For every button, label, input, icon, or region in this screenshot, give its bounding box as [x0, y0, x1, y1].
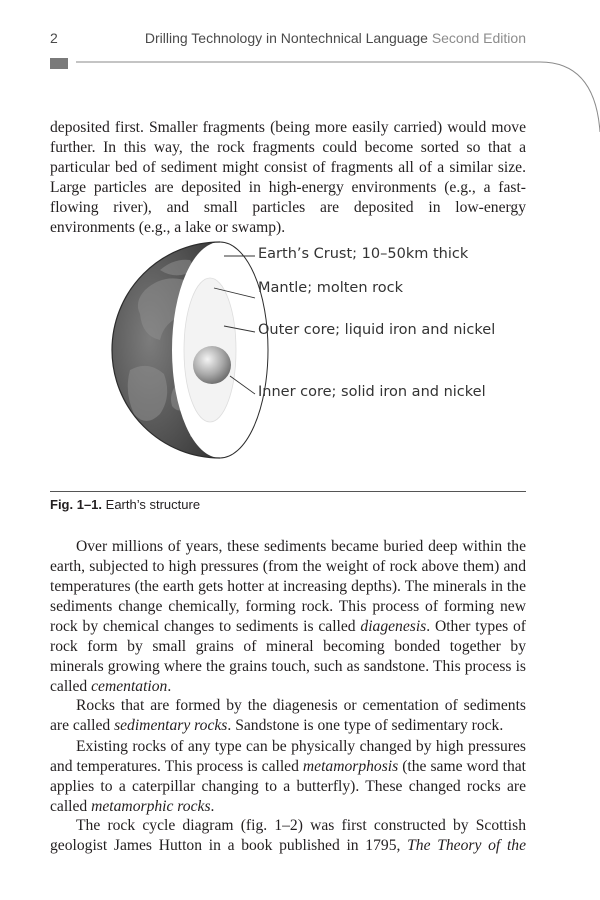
p4-text-c: .: [210, 798, 215, 815]
term-cementation: cementation: [91, 678, 168, 695]
crust-label: Earth’s Crust; 10–50km thick: [258, 246, 469, 262]
p2-text-a: Over millions of years, these sediments became buried deep within the earth, subjected to high pressures (from the weight of rock above them) and temperatures (the earth gets hotter at increasing depths). The minerals in the sediments change chemically, forming rock. This process of forming new rock by chemical changes to sediments is called: [50, 538, 526, 635]
page-number: 2: [50, 30, 58, 46]
book-title: Drilling Technology in Nontechnical Language: [144, 30, 428, 46]
p4-text-b: (the same word that applies to a caterpillar changing to a butterfly). These changed rocks are called: [50, 758, 526, 815]
mantle-label: Mantle; molten rock: [258, 280, 404, 296]
p3-text-b: . Sandstone is one type of sedimentary rock.: [227, 717, 504, 734]
p2-text-c: .: [167, 678, 172, 695]
body-paragraph-3: [50, 696, 526, 736]
body-paragraph-1: deposited first. Smaller fragments (being more easily carried) would move further. In this way, the rock fragments could become sorted so that a particular bed of sediment might consist of fragments all of a similar size. Large particles are deposited in high-energy environments (e.g., a fast-flowing river), and small particles are deposited in low-energy environments (e.g., a lake or swamp).: [50, 119, 526, 236]
body-paragraph-4: [50, 737, 526, 817]
term-metamorphic-rocks: metamorphic rocks: [91, 798, 211, 815]
p4-text-a: Existing rocks of any type can be physically changed by high pressures and temperatures. This process is called: [50, 738, 526, 775]
body-paragraph-5: [50, 816, 526, 856]
outer-core-label: Outer core; liquid iron and nickel: [258, 322, 496, 338]
inner-core-label: Inner core; solid iron and nickel: [258, 384, 486, 400]
p5-text-a: The rock cycle diagram (fig. 1–2) was first constructed by Scottish geologist James Hutton in a book published in 1795,: [50, 817, 526, 854]
figure-rule: [50, 491, 526, 492]
term-sedimentary-rocks: sedimentary rocks: [114, 717, 228, 734]
figure-caption-text: Earth’s structure: [105, 497, 201, 512]
term-metamorphosis: metamorphosis: [302, 758, 399, 775]
edition-label: Second Edition: [431, 30, 526, 46]
term-diagenesis: diagenesis: [360, 618, 427, 635]
earth-cutaway-illustration: [50, 240, 526, 490]
body-paragraph-2: [50, 537, 526, 697]
figure-caption: [50, 497, 200, 512]
p2-text-b: . Other types of rock form by small grains of mineral becoming bonded together by minerals growing where the grains touch, such as sandstone. This process is called: [50, 618, 526, 695]
figure-number: Fig. 1–1.: [50, 497, 103, 512]
earth-structure-figure: [50, 240, 526, 490]
book-title-reference: The Theory of the: [407, 837, 526, 854]
p3-text-a: Rocks that are formed by the diagenesis or cementation of sediments are called: [50, 697, 526, 734]
